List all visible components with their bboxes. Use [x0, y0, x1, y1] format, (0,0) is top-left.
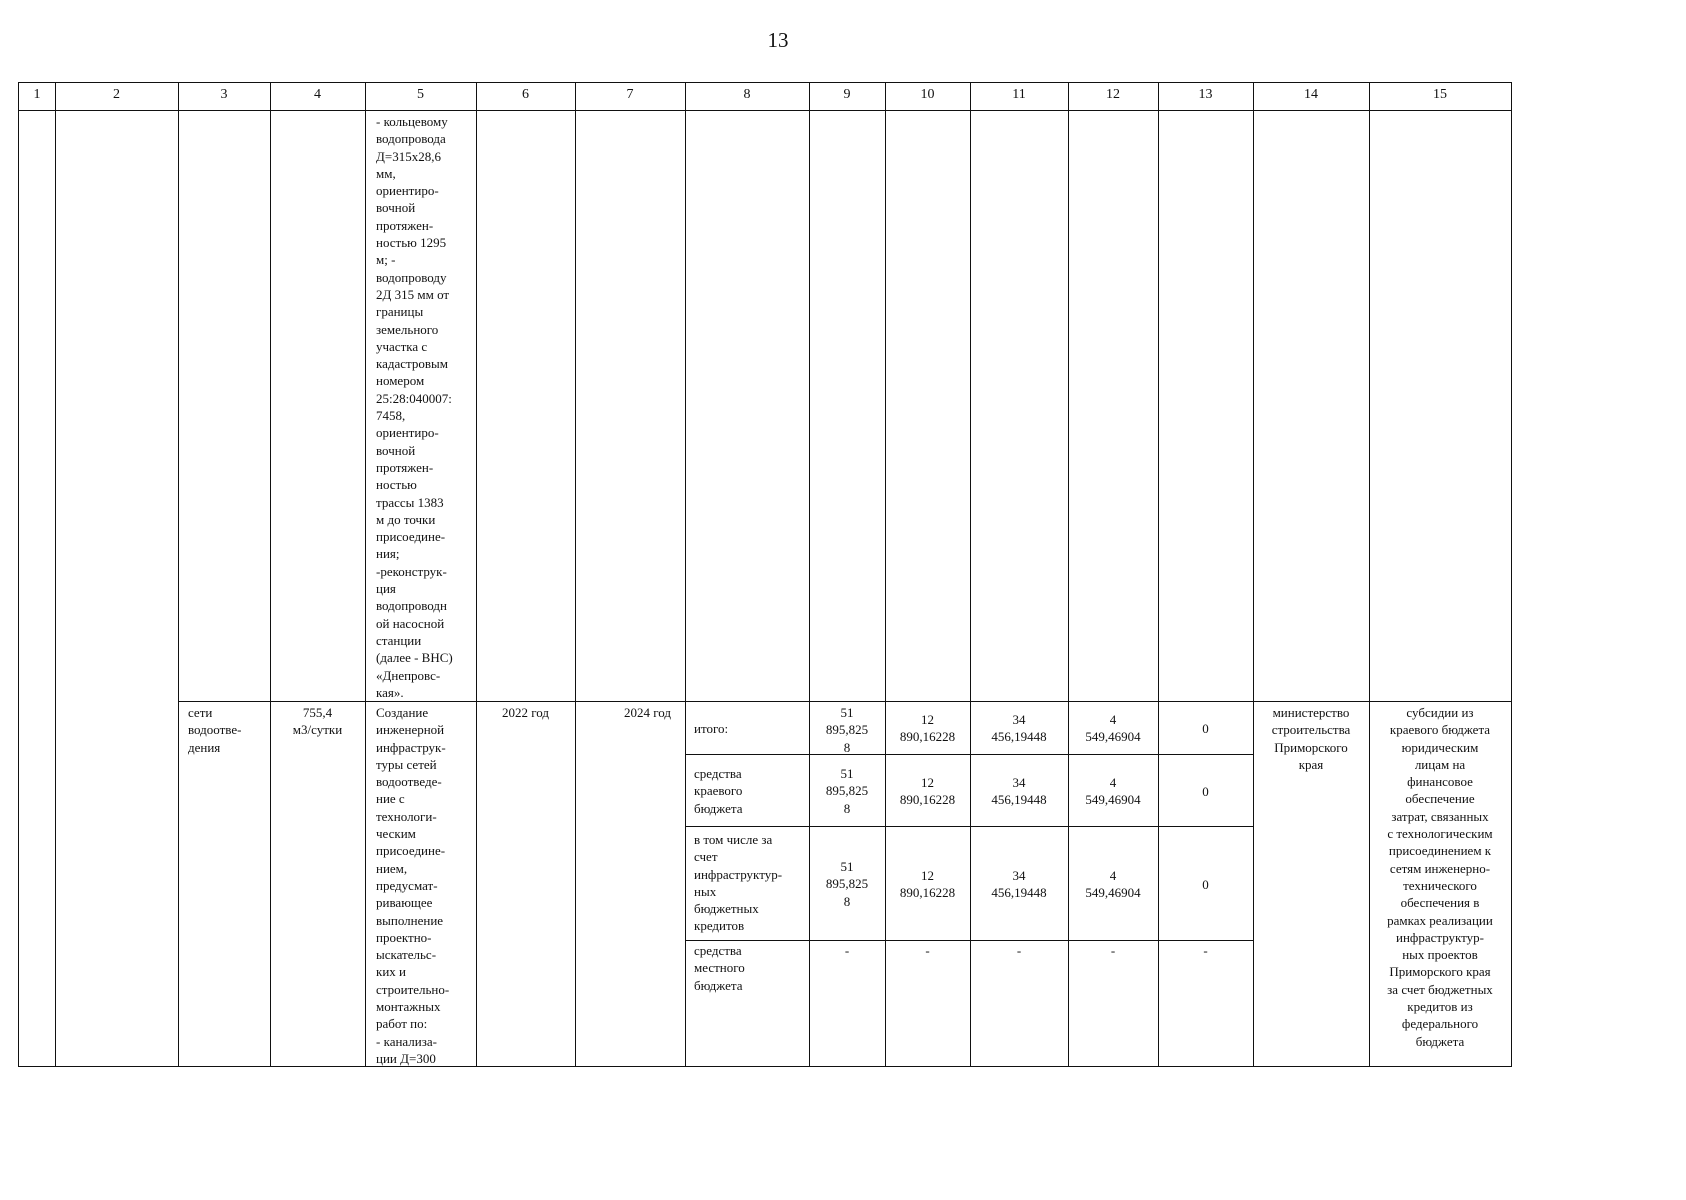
column-header: 1	[33, 87, 41, 102]
column-divider	[575, 83, 576, 1066]
funding-value-col13: 0	[1202, 784, 1209, 799]
funding-value-col13: -	[1203, 943, 1208, 958]
funding-value-col13: 0	[1202, 721, 1209, 736]
column-header: 4	[314, 87, 321, 102]
funding-source-cell: средства местного бюджета	[694, 943, 745, 993]
executor-cell: министерство строительства Приморского края	[1271, 705, 1351, 772]
capacity-cell: 755,4 м3/сутки	[292, 705, 343, 738]
column-header: 6	[522, 87, 529, 102]
funding-value-col9: -	[844, 943, 850, 958]
column-divider	[685, 83, 686, 1066]
column-header: 14	[1304, 87, 1318, 102]
funding-value-col9: 51 895,825 8	[825, 705, 869, 755]
column-header: 9	[843, 87, 851, 102]
header-rule	[19, 110, 1511, 111]
column-divider	[365, 83, 366, 1066]
program-table	[18, 82, 1512, 1067]
column-header: 8	[743, 87, 751, 102]
funding-source-cell: средства краевого бюджета	[694, 766, 743, 816]
column-divider	[1253, 83, 1254, 1066]
funding-source-cell: в том числе за счет инфраструктур- ных бюджетных кредитов	[694, 832, 783, 934]
funding-value-col11: 34 456,19448	[991, 868, 1047, 901]
funding-value-col9: 51 895,825 8	[825, 859, 869, 909]
column-header: 2	[113, 87, 120, 102]
description-cell: Создание инженерной инфраструк- туры сетей водоотведе- ние с технологи- ческим присоедине- нием, предусмат- ривающее выполнение проектно- ыскательс- ких и строительно- монтажных работ по: - канализа- ции Д=300	[376, 705, 450, 1066]
funding-value-col10: 12 890,16228	[899, 712, 956, 745]
column-divider	[970, 83, 971, 1066]
funding-value-col11: 34 456,19448	[991, 775, 1047, 808]
column-header: 15	[1433, 87, 1447, 102]
column-divider	[476, 83, 477, 1066]
funding-value-col12: 4 549,46904	[1085, 868, 1141, 901]
funding-value-col12: -	[1110, 943, 1116, 958]
column-divider	[55, 83, 56, 1066]
column-header: 3	[220, 87, 228, 102]
funding-value-col10: 12 890,16228	[899, 868, 956, 901]
funding-value-col10: 12 890,16228	[899, 775, 956, 808]
row-rule	[178, 701, 1511, 702]
funding-row-rule	[685, 754, 1253, 755]
page-number: 13	[767, 28, 789, 52]
column-divider	[1068, 83, 1069, 1066]
funding-value-col11: -	[1016, 943, 1022, 958]
column-header: 11	[1012, 87, 1026, 102]
funding-value-col12: 4 549,46904	[1085, 712, 1141, 745]
funding-value-col13: 0	[1202, 877, 1209, 892]
column-header: 7	[626, 87, 634, 102]
column-divider	[885, 83, 886, 1066]
funding-value-col10: -	[925, 943, 930, 958]
column-header: 12	[1106, 87, 1120, 102]
column-header: 5	[417, 87, 424, 102]
column-divider	[270, 83, 271, 1066]
funding-value-col9: 51 895,825 8	[825, 766, 869, 816]
column-divider	[809, 83, 810, 1066]
column-divider	[178, 83, 179, 1066]
funding-value-col12: 4 549,46904	[1085, 775, 1141, 808]
column-header: 13	[1198, 87, 1213, 102]
column-header: 10	[920, 87, 935, 102]
end-year-cell: 2024 год	[624, 705, 671, 720]
funding-row-rule	[685, 826, 1253, 827]
result-cell: субсидии из краевого бюджета юридическим лицам на финансовое обеспечение затрат, связанных с технологическим присоединением к сетям инженерно- технического обеспечения в рамках реализации инфраструктур- ных проектов Приморского края за счет бюджетных кредитов из федерального бюджета	[1387, 705, 1493, 1049]
funding-source-cell: итого:	[694, 721, 729, 736]
funding-value-col11: 34 456,19448	[991, 712, 1047, 745]
object-name-cell: сети водоотве- дения	[188, 705, 242, 755]
start-year-cell: 2022 год	[502, 705, 549, 720]
column-divider	[1158, 83, 1159, 1066]
description-cell-continued: - кольцевому водопровода Д=315х28,6 мм, ориентиро- вочной протяжен- ностью 1295 м; - водопроводу 2Д 315 мм от границы земельного участка с кадастровым номером 25:28:040007: 7458, ориентиро- вочной протяжен- ностью трассы 1383 м до точки присоедине- ния; -реконструк- ция водопроводн ой насосной станции (далее - ВНС) «Днепровс- кая».	[376, 114, 453, 700]
